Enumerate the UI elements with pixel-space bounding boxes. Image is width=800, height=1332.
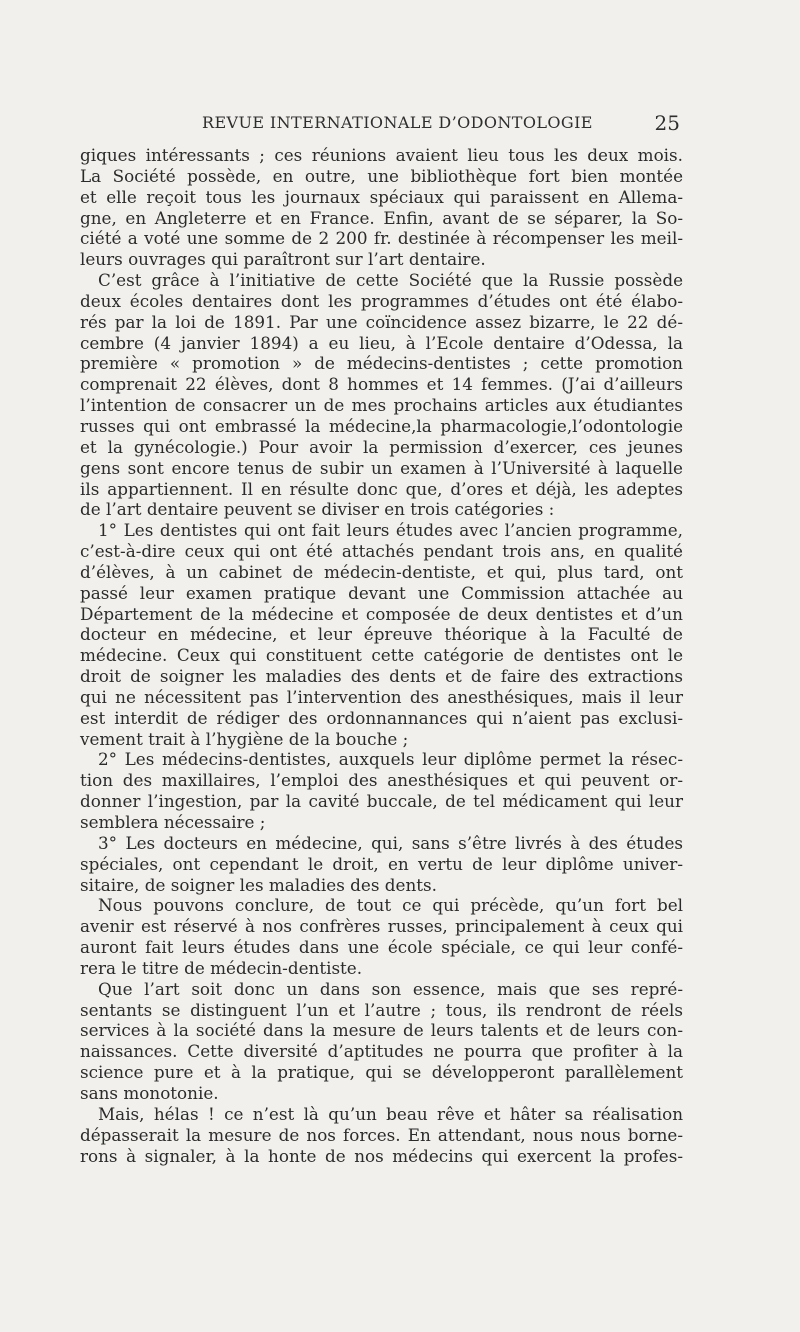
text-line: de l’art dentaire peuvent se diviser en trois catégories : — [80, 499, 555, 520]
text-line: et la gynécologie.) Pour avoir la permission d’exercer, ces jeunes — [80, 436, 683, 457]
text-line: gne, en Angleterre et en France. Enfin, avant de se séparer, la So- — [80, 207, 683, 228]
text-line: est interdit de rédiger des ordonnannances qui n’aient pas exclusi- — [80, 707, 683, 728]
page-number: 25 — [654, 111, 680, 135]
text-line: Département de la médecine et composée de deux dentistes et d’un — [80, 603, 683, 624]
text-line: 1° Les dentistes qui ont fait leurs études avec l’ancien programme, — [98, 520, 683, 541]
body-text — [80, 145, 683, 1166]
text-line: Que l’art soit donc un dans son essence, mais que ses repré- — [98, 978, 683, 999]
text-line: ciété a voté une somme de 2 200 fr. destinée à récompenser les meil- — [80, 228, 683, 249]
text-line: l’intention de consacrer un de mes prochains articles aux étudiantes — [80, 395, 683, 416]
text-line: auront fait leurs études dans une école spéciale, ce qui leur confé- — [80, 937, 683, 958]
text-line: Nous pouvons conclure, de tout ce qui précède, qu’un fort bel — [98, 895, 683, 916]
text-line: droit de soigner les maladies des dents et de faire des extractions — [80, 666, 683, 687]
text-line: première « promotion » de médecins-dentistes ; cette promotion — [80, 353, 683, 374]
text-line: spéciales, ont cependant le droit, en vertu de leur diplôme univer- — [80, 853, 683, 874]
text-line: ils appartiennent. Il en résulte donc que, d’ores et déjà, les adeptes — [80, 478, 683, 499]
text-line: leurs ouvrages qui paraîtront sur l’art dentaire. — [80, 249, 486, 270]
text-line: deux écoles dentaires dont les programmes d’études ont été élabo- — [80, 290, 683, 311]
text-line: sentants se distinguent l’un et l’autre ; tous, ils rendront de réels — [80, 999, 683, 1020]
text-line: C’est grâce à l’initiative de cette Société que la Russie possède — [98, 270, 683, 291]
text-line: donner l’ingestion, par la cavité buccale, de tel médicament qui leur — [80, 791, 683, 812]
text-line: comprenait 22 élèves, dont 8 hommes et 14 femmes. (J’ai d’ailleurs — [80, 374, 683, 395]
text-line: cembre (4 janvier 1894) a eu lieu, à l’Ecole dentaire d’Odessa, la — [80, 332, 683, 353]
text-line: russes qui ont embrassé la médecine,la pharmacologie,l’odontologie — [80, 415, 683, 436]
text-line: services à la société dans la mesure de leurs talents et de leurs con- — [80, 1020, 683, 1041]
text-line: c’est-à-dire ceux qui ont été attachés pendant trois ans, en qualité — [80, 541, 683, 562]
text-line: d’élèves, à un cabinet de médecin-dentiste, et qui, plus tard, ont — [80, 561, 683, 582]
text-line: 3° Les docteurs en médecine, qui, sans s’être livrés à des études — [98, 832, 683, 853]
text-line: semblera nécessaire ; — [80, 812, 266, 832]
text-line: science pure et à la pratique, qui se développeront parallèlement — [80, 1062, 683, 1083]
running-title: REVUE INTERNATIONALE D’ODONTOLOGIE — [202, 113, 593, 132]
page-header — [80, 113, 680, 137]
text-line: gens sont encore tenus de subir un examen à l’Université à laquelle — [80, 457, 683, 478]
text-line: avenir est réservé à nos confrères russes, principalement à ceux qui — [80, 916, 683, 937]
text-line: rons à signaler, à la honte de nos médecins qui exercent la profes- — [80, 1145, 683, 1166]
text-line: Mais, hélas ! ce n’est là qu’un beau rêve et hâter sa réalisation — [98, 1103, 683, 1124]
text-line: passé leur examen pratique devant une Commission attachée au — [80, 582, 683, 603]
text-line: giques intéressants ; ces réunions avaient lieu tous les deux mois. — [80, 145, 683, 165]
text-line: 2° Les médecins-dentistes, auxquels leur diplôme permet la résec- — [98, 749, 683, 770]
text-line: vement trait à l’hygiène de la bouche ; — [80, 728, 409, 749]
text-line: La Société possède, en outre, une bibliothèque fort bien montée — [80, 165, 683, 186]
text-line: sans monotonie. — [80, 1082, 219, 1103]
text-line: médecine. Ceux qui constituent cette catégorie de dentistes ont le — [80, 645, 683, 666]
text-line: sitaire, de soigner les maladies des dents. — [80, 874, 437, 895]
text-line: docteur en médecine, et leur épreuve théorique à la Faculté de — [80, 624, 683, 645]
text-line: qui ne nécessitent pas l’intervention des anesthésiques, mais il leur — [80, 686, 683, 707]
text-line: dépasserait la mesure de nos forces. En attendant, nous nous borne- — [80, 1124, 683, 1145]
text-line: et elle reçoit tous les journaux spéciaux qui paraissent en Allema- — [80, 186, 683, 207]
text-line: naissances. Cette diversité d’aptitudes ne pourra que profiter à la — [80, 1041, 683, 1062]
text-line: tion des maxillaires, l’emploi des anesthésiques et qui peuvent or- — [80, 770, 683, 791]
text-line: rera le titre de médecin-dentiste. — [80, 957, 363, 978]
text-line: rés par la loi de 1891. Par une coïncidence assez bizarre, le 22 dé- — [80, 311, 683, 332]
